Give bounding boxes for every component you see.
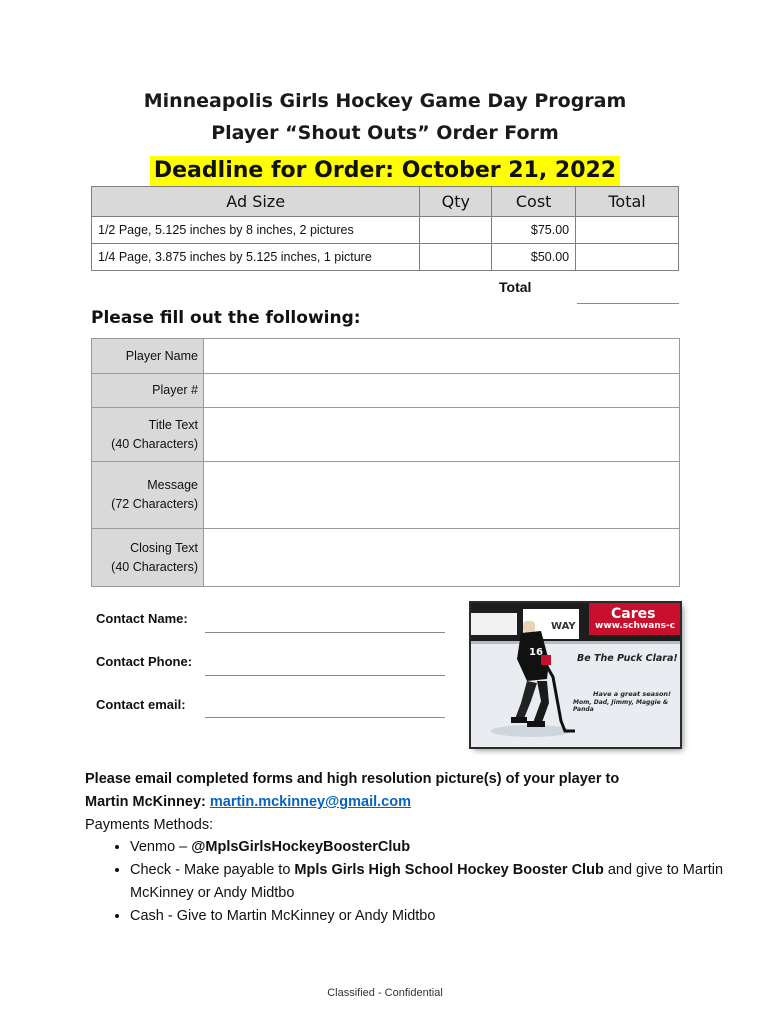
contact-person: Martin McKinney: xyxy=(85,794,210,810)
total-input-cell[interactable] xyxy=(576,244,679,271)
cash-instructions: Cash - Give to Martin McKinney or Andy Midtbo xyxy=(130,908,436,924)
cost-cell: $75.00 xyxy=(492,217,576,244)
field-label-text: Message xyxy=(147,478,198,492)
table-row xyxy=(92,462,680,529)
field-label-text: Closing Text xyxy=(130,540,198,555)
photo-caption-main: Be The Puck Clara! xyxy=(577,653,678,664)
instructions-line2 xyxy=(85,791,411,814)
field-label xyxy=(92,529,204,587)
deadline-text: Deadline for Order: October 21, 2022 xyxy=(150,156,620,186)
field-label-note: (40 Characters) xyxy=(111,436,198,451)
instructions-line1: Please email completed forms and high resolution picture(s) of your player to xyxy=(85,771,620,787)
rink-sign-text: WAY xyxy=(551,621,576,632)
order-table xyxy=(91,186,679,271)
list-item xyxy=(130,859,740,905)
player-name-field[interactable] xyxy=(204,339,680,374)
header-total: Total xyxy=(576,187,679,217)
contact-email-field[interactable] xyxy=(205,717,445,718)
banner-brand: Cares xyxy=(611,606,656,622)
header-cost: Cost xyxy=(492,187,576,217)
form-subtitle: Player “Shout Outs” Order Form xyxy=(211,122,559,144)
banner-url: www.schwans-c xyxy=(595,621,676,631)
qty-input-cell[interactable] xyxy=(420,244,492,271)
grand-total-label: Total xyxy=(499,279,532,295)
field-label xyxy=(92,339,204,374)
contact-name-field[interactable] xyxy=(205,632,445,633)
ad-size-cell: 1/4 Page, 3.875 inches by 5.125 inches, 1 picture xyxy=(92,244,420,271)
title-text-field[interactable] xyxy=(204,408,680,462)
header-ad-size: Ad Size xyxy=(92,187,420,217)
contact-name-label: Contact Name: xyxy=(96,611,188,626)
table-row xyxy=(92,529,680,587)
deadline-banner xyxy=(0,156,770,186)
player-number-field[interactable] xyxy=(204,374,680,408)
field-label-text: Player Name xyxy=(125,348,198,363)
ad-size-cell: 1/2 Page, 5.125 inches by 8 inches, 2 pictures xyxy=(92,217,420,244)
photo-caption-sub2: Mom, Dad, Jimmy, Maggie & Panda xyxy=(573,699,669,713)
field-label-text: Player # xyxy=(152,383,198,397)
closing-text-field[interactable] xyxy=(204,529,680,587)
field-label xyxy=(92,462,204,529)
header-qty: Qty xyxy=(420,187,492,217)
form-title: Minneapolis Girls Hockey Game Day Program xyxy=(143,90,627,112)
jersey-number: 16 xyxy=(529,647,543,658)
payments-label: Payments Methods: xyxy=(85,817,214,833)
field-label xyxy=(92,408,204,462)
venmo-handle: @MplsGirlsHockeyBoosterClub xyxy=(191,839,411,855)
qty-input-cell[interactable] xyxy=(420,217,492,244)
cost-cell: $50.00 xyxy=(492,244,576,271)
contact-phone-label: Contact Phone: xyxy=(96,654,193,669)
player-info-table xyxy=(91,338,680,587)
grand-total-field[interactable] xyxy=(577,303,679,304)
check-prefix: Check - Make payable to xyxy=(130,862,295,878)
email-link[interactable]: martin.mckinney@gmail.com xyxy=(209,794,411,810)
table-row xyxy=(92,217,679,244)
order-table-header xyxy=(92,187,679,217)
check-suffix: and give to Martin McKinney or Andy Midtbo xyxy=(130,862,724,901)
venmo-prefix: Venmo – xyxy=(130,839,192,855)
table-row xyxy=(92,374,680,408)
field-label xyxy=(92,374,204,408)
table-row xyxy=(92,244,679,271)
payment-methods-list xyxy=(85,836,740,928)
fill-section-heading: Please fill out the following: xyxy=(91,308,361,328)
message-field[interactable] xyxy=(204,462,680,529)
field-label-text: Title Text xyxy=(148,417,198,432)
total-input-cell[interactable] xyxy=(576,217,679,244)
table-row xyxy=(92,408,680,462)
contact-phone-field[interactable] xyxy=(205,675,445,676)
table-row xyxy=(92,339,680,374)
sample-ad-photo xyxy=(471,603,680,747)
footer-classification: Classified - Confidential xyxy=(327,987,443,999)
list-item xyxy=(130,905,740,928)
list-item xyxy=(130,836,740,859)
field-label-note: (72 Characters) xyxy=(111,497,198,511)
contact-email-label: Contact email: xyxy=(96,697,186,712)
field-label-note: (40 Characters) xyxy=(111,559,198,574)
check-payee: Mpls Girls High School Hockey Booster Club xyxy=(294,862,604,878)
photo-caption-sub1: Have a great season! xyxy=(593,690,671,698)
